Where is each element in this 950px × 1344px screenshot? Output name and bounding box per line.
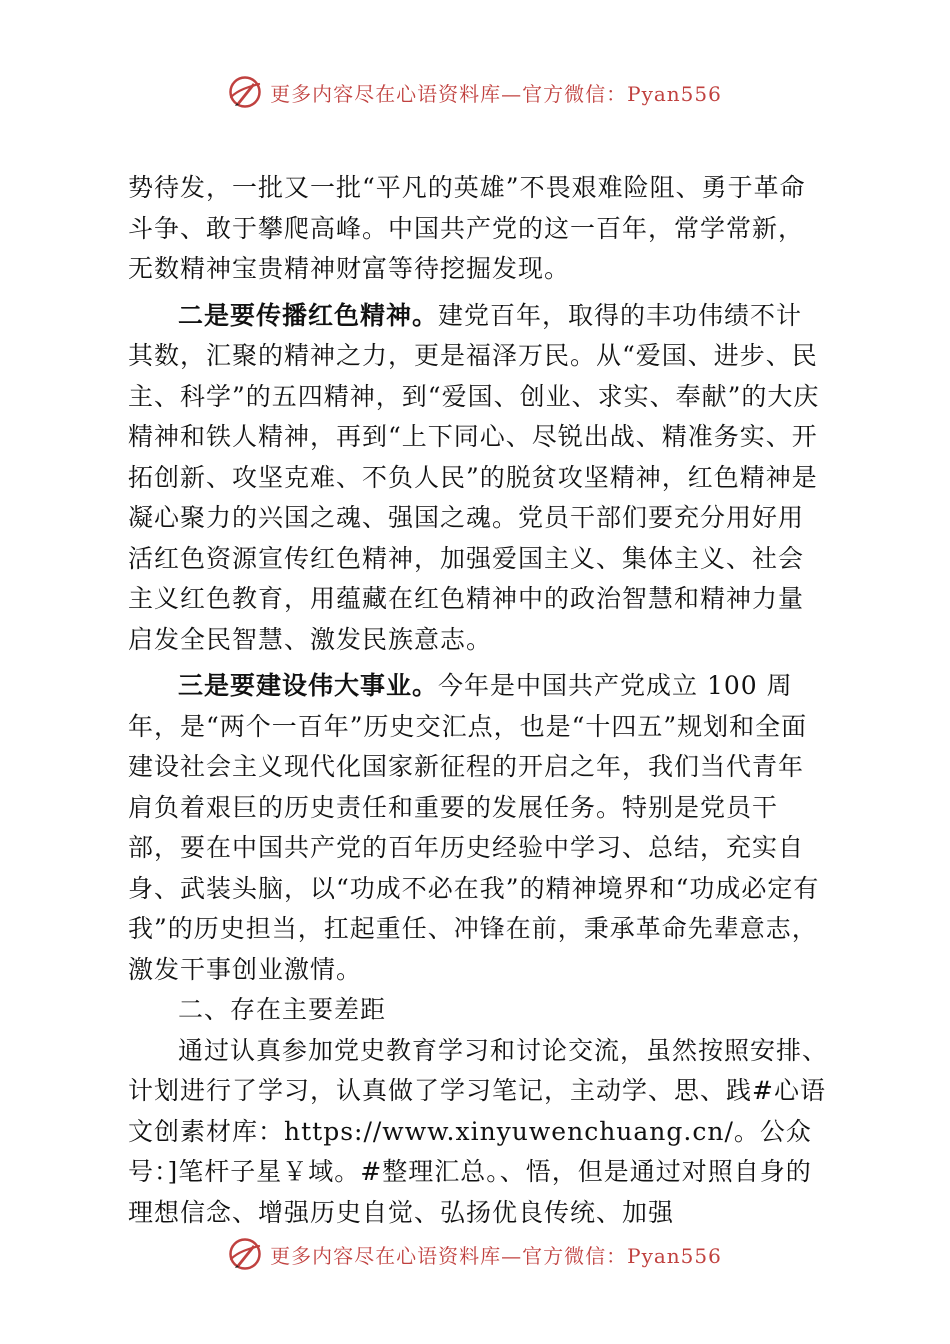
paragraph-great-cause <box>128 666 828 990</box>
paragraph-text-red-spirit: 建党百年，取得的丰功伟绩不计其数，汇聚的精神之力，更是福泽万民。从“爱国、进步、民主、科学”的五四精神，到“爱国、创业、求实、奉献”的大庆精神和铁人精神，再到“上下同心、尽锐出战、精准务实、开拓创新、攻坚克难、不负人民”的脱贫攻坚精神，红色精神是凝心聚力的兴国之魂、强国之魂。党员干部们要充分用好用活红色资源宣传红色精神，加强爱国主义、集体主义、社会主义红色教育，用蕴藏在红色精神中的政治智慧和精神力量启发全民智慧、激发民族意志。 <box>128 300 820 654</box>
pen-logo-icon <box>228 1237 262 1271</box>
header-banner-text: 更多内容尽在心语资料库—官方微信：Pyan556 <box>270 81 722 106</box>
paragraph-continuation: 势待发，一批又一批“平凡的英雄”不畏艰难险阻、勇于革命斗争、敢于攀爬高峰。中国共产党的这一百年，常学常新，无数精神宝贵精神财富等待挖掘发现。 <box>128 173 806 283</box>
paragraph-lead-red-spirit: 二是要传播红色精神。 <box>178 300 439 330</box>
document-body <box>128 168 828 1233</box>
footer-banner <box>0 1234 950 1274</box>
paragraph-gaps: 通过认真参加党史教育学习和讨论交流，虽然按照安排、计划进行了学习，认真做了学习笔记，主动学、思、践#心语文创素材库：https://www.xinyuwenchuang.cn/。公众号：]笔杆子星￥域。#整理汇总。、悟，但是通过对照自身的理想信念、增强历史自觉、弘扬优良传统、加强 <box>128 1035 829 1227</box>
section-heading: 二、存在主要差距 <box>178 995 387 1024</box>
footer-banner-text: 更多内容尽在心语资料库—官方微信：Pyan556 <box>270 1243 722 1268</box>
header-banner <box>0 72 950 112</box>
pen-logo-icon <box>228 75 262 109</box>
paragraph-lead-great-cause: 三是要建设伟大事业。 <box>178 671 439 700</box>
paragraph-red-spirit <box>128 296 828 661</box>
paragraph-text-great-cause: 今年是中国共产党成立 100 周年，是“两个一百年”历史交汇点，也是“十四五”规划和全面建设社会主义现代化国家新征程的开启之年，我们当代青年肩负着艰巨的历史责任和重要的发展任务。特别是党员干部，要在中国共产党的百年历史经验中学习、总结，充实自身、武装头脑，以“功成不必在我”的精神境界和“功成必定有我”的历史担当，扛起重任、冲锋在前，秉承革命先辈意志，激发干事创业激情。 <box>128 671 820 984</box>
